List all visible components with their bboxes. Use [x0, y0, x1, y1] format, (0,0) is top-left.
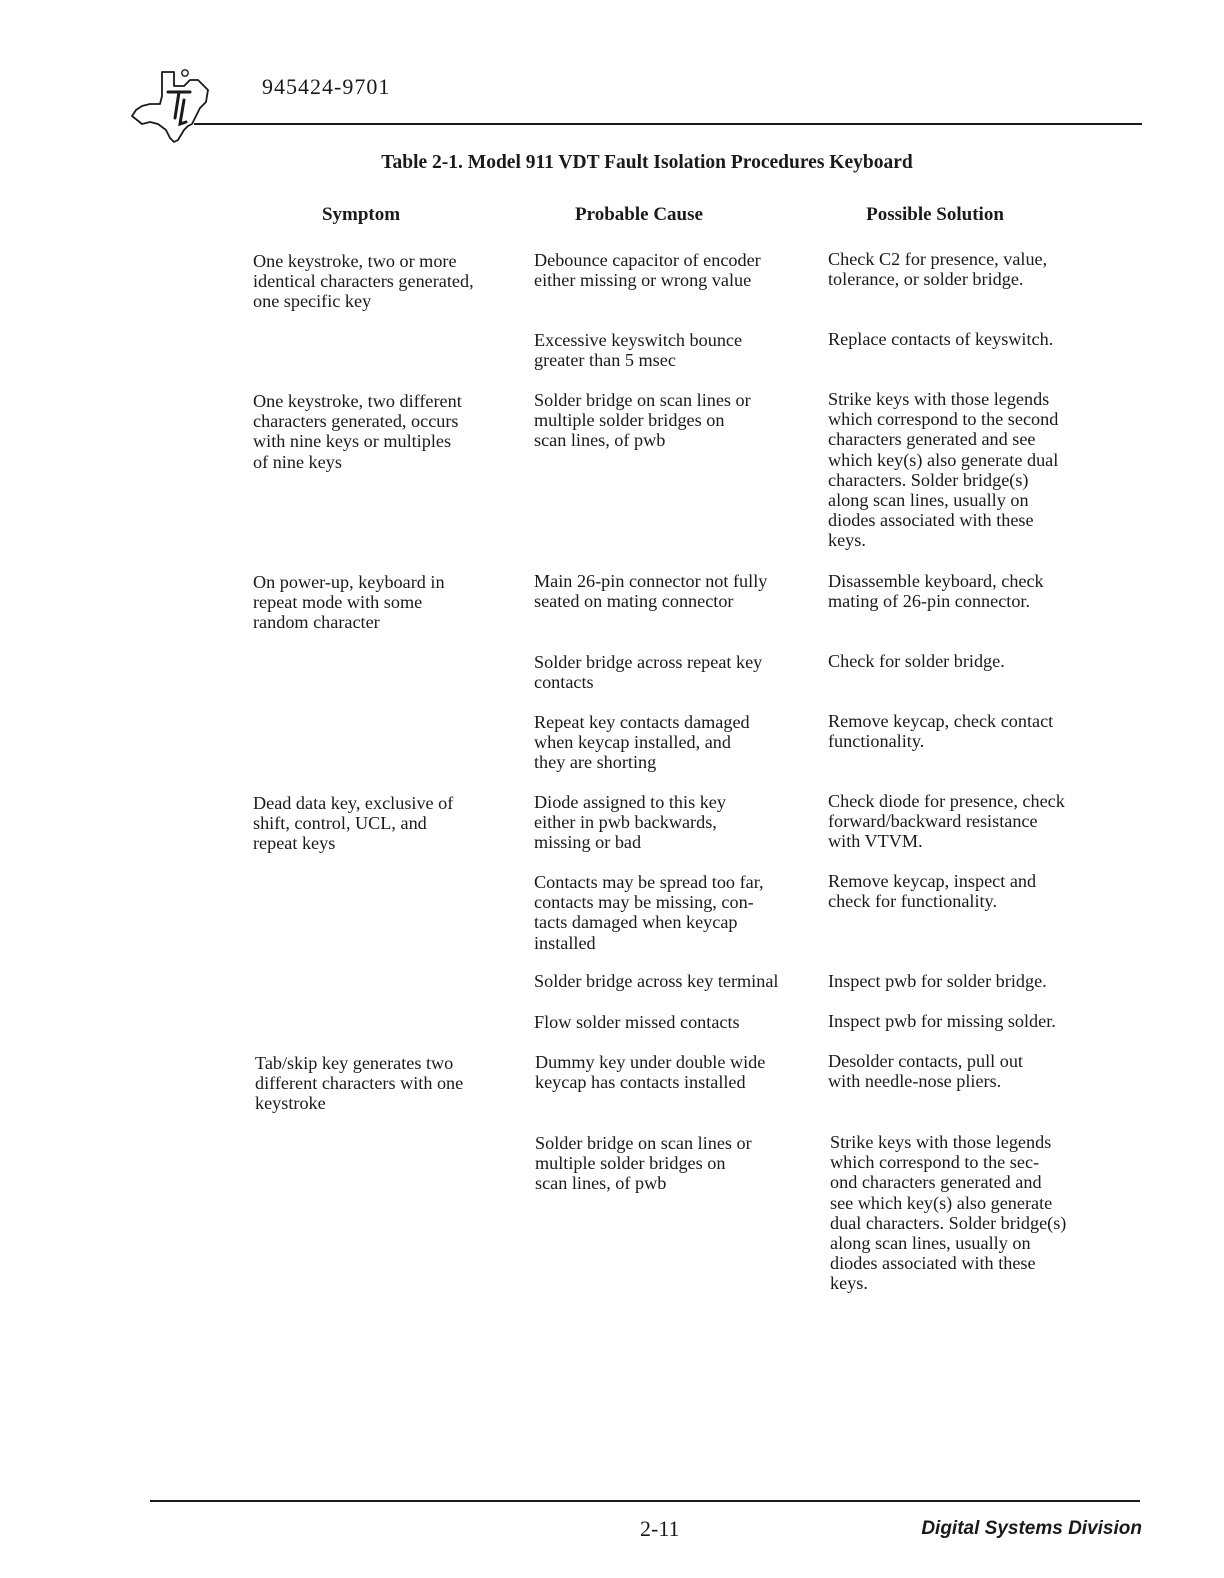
cause-cell: Solder bridge across repeat key contacts — [534, 652, 763, 693]
solution-cell: Inspect pwb for missing solder. — [828, 1011, 1056, 1031]
cause-cell: Solder bridge across key terminal — [534, 971, 779, 991]
symptom-cell: One keystroke, two different characters generated, occurs with nine keys or multiples of nine keys — [253, 391, 462, 472]
solution-cell: Check for solder bridge. — [828, 651, 1005, 671]
texas-instruments-logo-icon — [128, 66, 214, 146]
page-number: 2-11 — [640, 1516, 680, 1541]
symptom-cell: On power-up, keyboard in repeat mode with some random character — [253, 572, 445, 633]
cause-cell: Debounce capacitor of encoder either missing or wrong value — [534, 250, 761, 291]
solution-cell: Disassemble keyboard, check mating of 26-pin connector. — [828, 571, 1044, 612]
solution-cell: Check diode for presence, check forward/backward resistance with VTVM. — [828, 791, 1065, 852]
symptom-cell: Dead data key, exclusive of shift, control, UCL, and repeat keys — [253, 793, 454, 854]
cause-cell: Solder bridge on scan lines or multiple solder bridges on scan lines, of pwb — [534, 390, 751, 451]
column-header-probable-cause: Probable Cause — [575, 204, 703, 225]
solution-cell: Strike keys with those legends which correspond to the sec- ond characters generated and see which key(s) also generate dual characters. Solder bridge(s) along scan lines, usually on diodes associated with these keys. — [830, 1132, 1067, 1294]
solution-cell: Check C2 for presence, value, tolerance, or solder bridge. — [828, 249, 1048, 290]
table-title — [0, 152, 1224, 174]
table-title-text: Table 2-1. Model 911 VDT Fault Isolation Procedures Keyboard — [381, 152, 913, 173]
column-header-possible-solution: Possible Solution — [866, 204, 1004, 225]
division-name: Digital Systems Division — [921, 1518, 1142, 1539]
solution-cell: Inspect pwb for solder bridge. — [828, 971, 1047, 991]
cause-cell: Contacts may be spread too far, contacts may be missing, con- tacts damaged when keycap installed — [534, 872, 764, 953]
solution-cell: Strike keys with those legends which correspond to the second characters generated and see which key(s) also generate dual characters. Solder bridge(s) along scan lines, usually on diodes associated with these keys. — [828, 389, 1059, 551]
cause-cell: Main 26-pin connector not fully seated on mating connector — [534, 571, 768, 612]
cause-cell: Diode assigned to this key either in pwb backwards, missing or bad — [534, 792, 726, 853]
cause-cell: Excessive keyswitch bounce greater than 5 msec — [534, 330, 743, 371]
cause-cell: Flow solder missed contacts — [534, 1012, 740, 1032]
solution-cell: Remove keycap, check contact functionality. — [828, 711, 1054, 752]
document-number: 945424-9701 — [262, 74, 391, 99]
symptom-cell: One keystroke, two or more identical characters generated, one specific key — [253, 251, 474, 312]
header-rule — [194, 123, 1142, 125]
solution-cell: Replace contacts of keyswitch. — [828, 329, 1054, 349]
footer-rule — [150, 1500, 1140, 1502]
cause-cell: Dummy key under double wide keycap has contacts installed — [535, 1052, 766, 1093]
solution-cell: Desolder contacts, pull out with needle-nose pliers. — [828, 1051, 1023, 1092]
cause-cell: Repeat key contacts damaged when keycap installed, and they are shorting — [534, 712, 750, 773]
symptom-cell: Tab/skip key generates two different characters with one keystroke — [255, 1053, 464, 1114]
solution-cell: Remove keycap, inspect and check for functionality. — [828, 871, 1037, 912]
column-header-symptom: Symptom — [321, 204, 401, 225]
cause-cell: Solder bridge on scan lines or multiple solder bridges on scan lines, of pwb — [535, 1133, 752, 1194]
